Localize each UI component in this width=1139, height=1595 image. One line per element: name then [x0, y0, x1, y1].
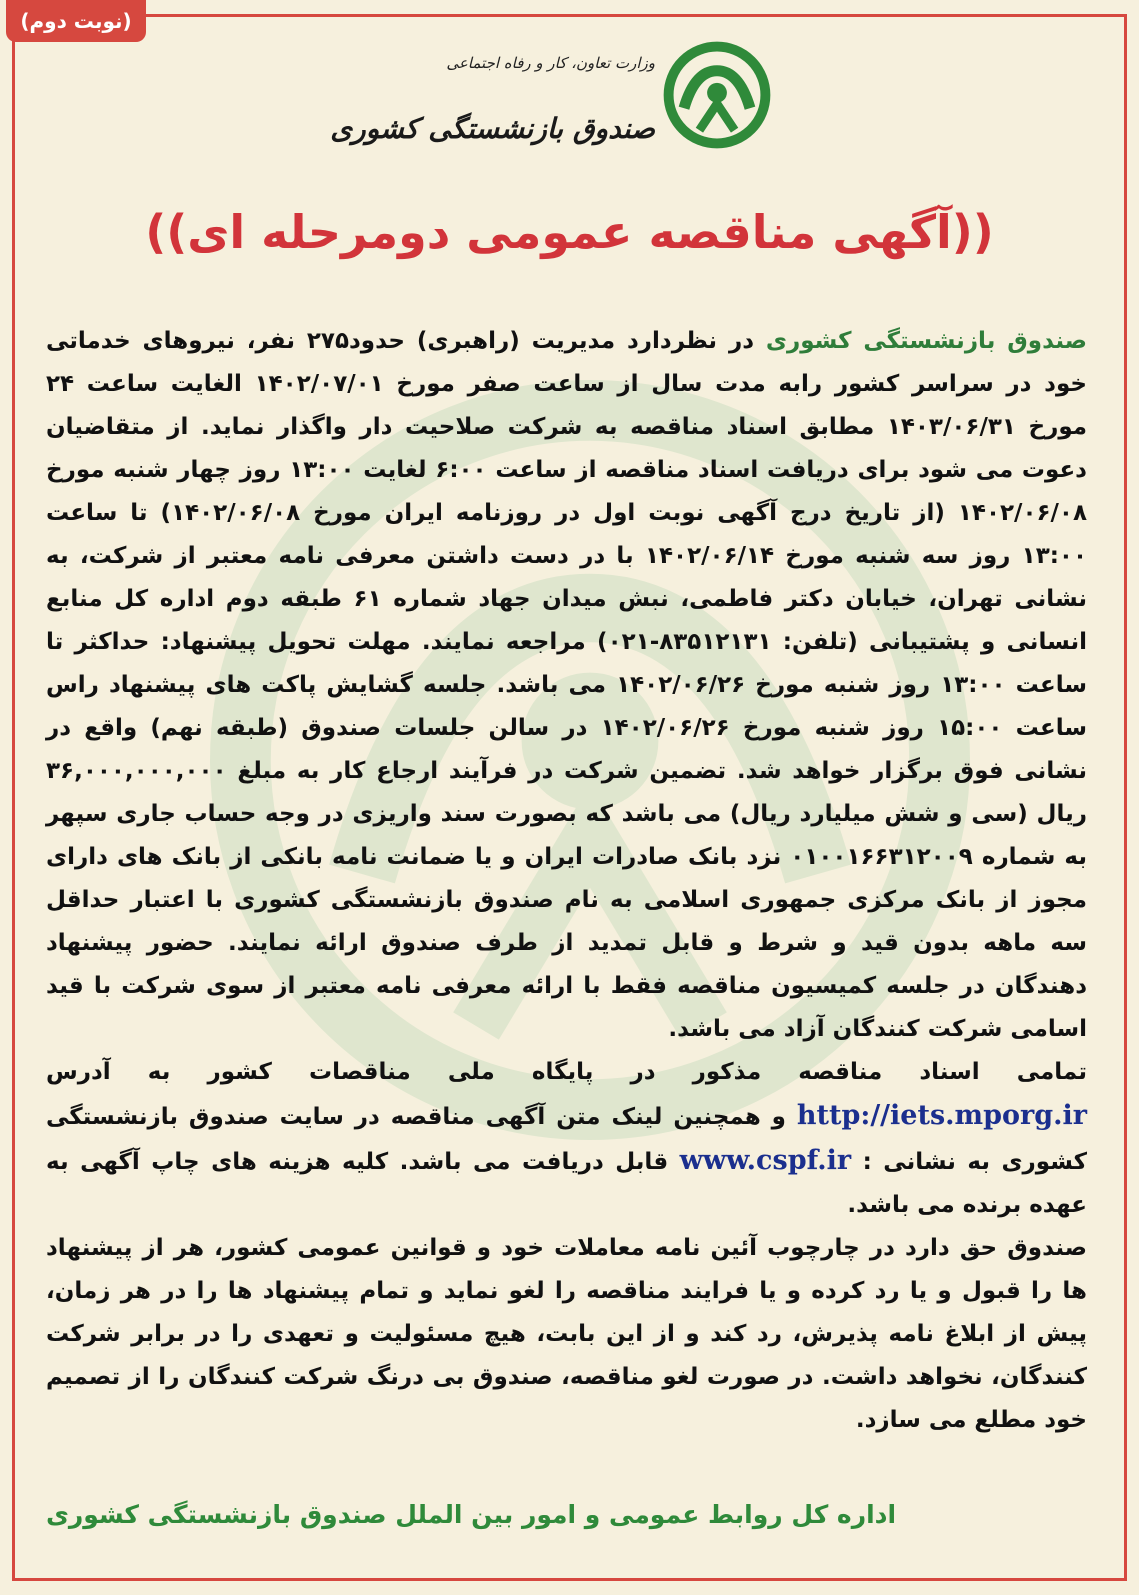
links-text-a: تمامی اسناد مناقصه مذکور در پایگاه ملی مناقصات کشور به آدرس [46, 1059, 1087, 1085]
ministry-name: وزارت تعاون، کار و رفاه اجتماعی [446, 54, 655, 72]
footer-signature: اداره کل روابط عمومی و امور بین الملل صندوق بازنشستگی کشوری [46, 1500, 897, 1529]
round-badge: (نوبت دوم) [6, 0, 146, 42]
fund-emblem-icon [662, 40, 772, 150]
org-name-lead: صندوق بازنشستگی کشوری [765, 328, 1087, 354]
paragraph-rights: صندوق حق دارد در چارچوب آئین نامه معاملات خود و قوانین عمومی کشور، هر از پیشنهاد ها را قبول و یا رد کرده و یا فرایند مناقصه را لغو نماید و تمام پیشنهاد ها را در هر زمان، پیش از ابلاغ نامه پذیرش، رد کند و از این بابت، هیچ مسئولیت و تعهدی را در برابر شرکت کنندگان، نخواهد داشت. در صورت لغو مناقصه، صندوق بی درنگ شرکت کنندگان را از تصمیم خود مطلع می سازد. [46, 1235, 1087, 1433]
paragraph-main [46, 320, 1087, 1051]
links-text-b: و همچنین لینک متن آگهی مناقصه در سایت صندوق بازنشستگی کشوری به نشانی : [46, 1104, 1087, 1175]
link-iets[interactable]: http://iets.mporg.ir [796, 1100, 1087, 1131]
links-text-c: قابل دریافت می باشد. کلیه هزینه های چاپ آگهی به عهده برنده می باشد. [46, 1149, 1087, 1218]
page-title: ((آگهی مناقصه عمومی دومرحله ای)) [145, 205, 994, 259]
org-logo [330, 40, 780, 170]
org-name: صندوق بازنشستگی کشوری [330, 112, 655, 145]
notice-body [46, 320, 1087, 1442]
link-cspf[interactable]: www.cspf.ir [679, 1145, 852, 1176]
paragraph-main-text: در نظردارد مدیریت (راهبری) حدود۲۷۵ نفر، نیروهای خدماتی خود در سراسر کشور رابه مدت سال از ساعت صفر مورخ ۱۴۰۲/۰۷/۰۱ الغایت ساعت ۲۴ مورخ ۱۴۰۳/۰۶/۳۱ مطابق اسناد مناقصه به شرکت صلاحیت دار واگذار نماید. از متقاضیان دعوت می شود برای دریافت اسناد مناقصه از ساعت ۶:۰۰ لغایت ۱۳:۰۰ روز چهار شنبه مورخ ۱۴۰۲/۰۶/۰۸ (از تاریخ درج آگهی نوبت اول در روزنامه ایران مورخ ۱۴۰۲/۰۶/۰۸) تا ساعت ۱۳:۰۰ روز سه شنبه مورخ ۱۴۰۲/۰۶/۱۴ با در دست داشتن معرفی نامه معتبر از شرکت، به نشانی تهران، خیابان دکتر فاطمی، نبش میدان جهاد شماره ۶۱ طبقه دوم اداره کل منابع انسانی و پشتیبانی (تلفن: ۸۳۵۱۲۱۳۱-۰۲۱) مراجعه نمایند. مهلت تحویل پیشنهاد: حداکثر تا ساعت ۱۳:۰۰ روز شنبه مورخ ۱۴۰۲/۰۶/۲۶ می باشد. جلسه گشایش پاکت های پیشنهاد راس ساعت ۱۵:۰۰ روز شنبه مورخ ۱۴۰۲/۰۶/۲۶ در سالن جلسات صندوق (طبقه نهم) واقع در نشانی فوق برگزار خواهد شد. تضمین شرکت در فرآیند ارجاع کار به مبلغ ۳۶,۰۰۰,۰۰۰,۰۰۰ ریال (سی و شش میلیارد ریال) می باشد که بصورت سند واریزی در وجه حساب جاری سپهر به شماره ۰۱۰۰۱۶۶۳۱۲۰۰۹ نزد بانک صادرات ایران و یا ضمانت نامه بانکی از بانک های دارای مجوز از بانک مرکزی جمهوری اسلامی به نام صندوق بازنشستگی کشوری با اعتبار حداقل سه ماهه بدون قید و شرط و قابل تمدید از طرف صندوق ارائه نمایند. حضور پیشنهاد دهندگان در جلسه کمیسیون مناقصه فقط با ارائه معرفی نامه معتبر از سوی شرکت با قید اسامی شرکت کنندگان آزاد می باشد. [46, 328, 1088, 1042]
paragraph-links [46, 1051, 1087, 1227]
